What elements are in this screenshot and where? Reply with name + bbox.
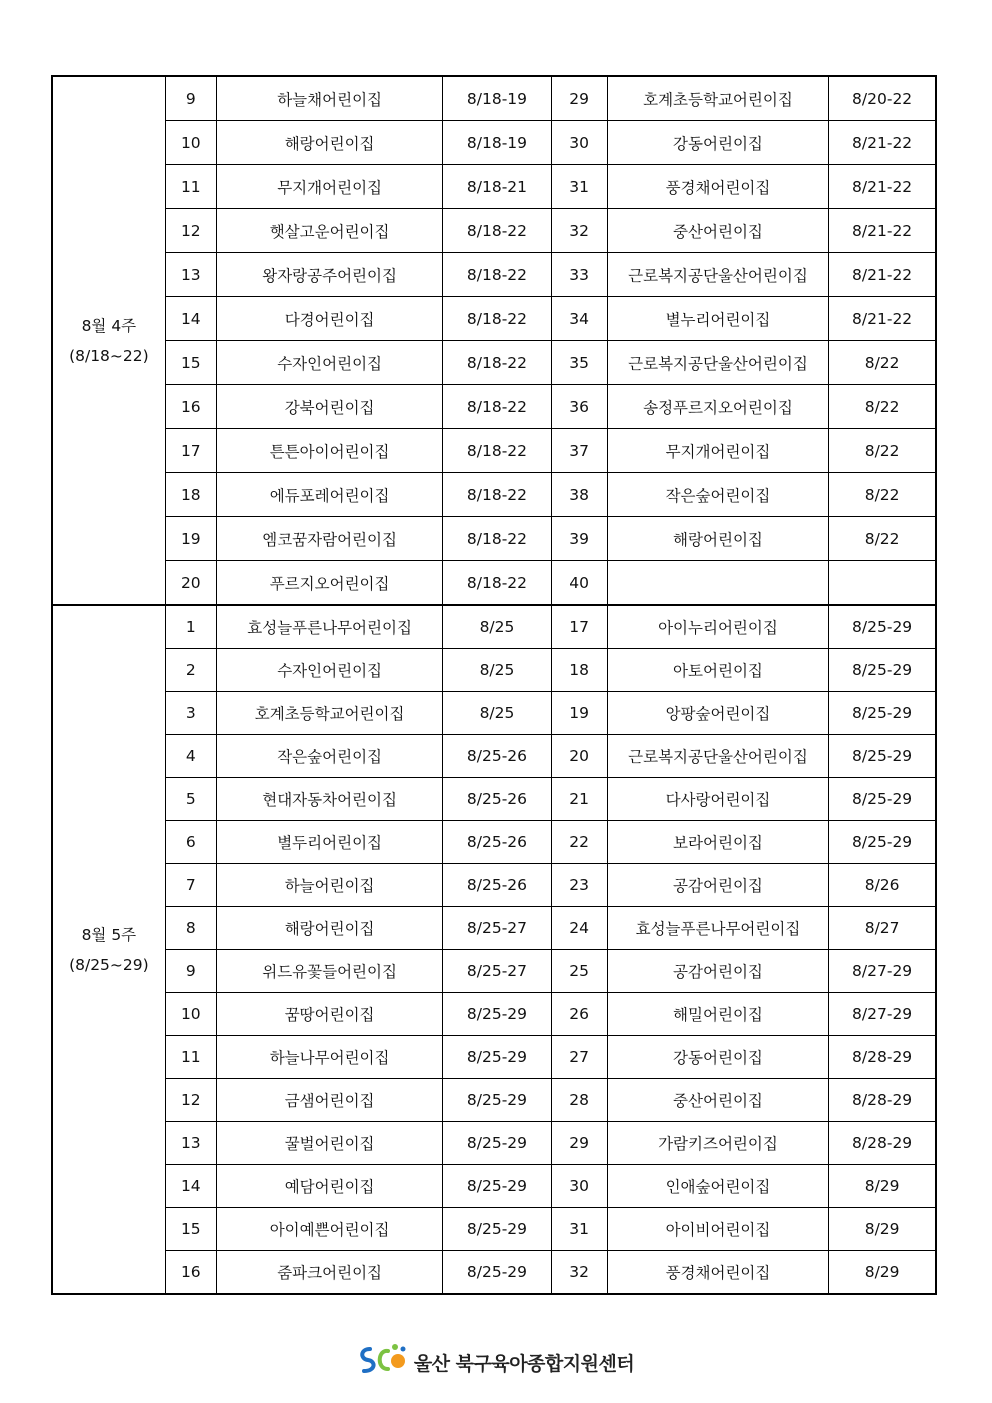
- right-number-cell: 36: [551, 385, 607, 429]
- week-label: 8월 5주: [81, 925, 137, 944]
- right-daycare-name-cell: 강동어린이집: [607, 1036, 829, 1079]
- left-daycare-name-cell: 해랑어린이집: [216, 907, 443, 950]
- right-number-cell: 20: [551, 735, 607, 778]
- right-number-cell: 39: [551, 517, 607, 561]
- right-date-cell: 8/25-29: [829, 649, 936, 692]
- right-number-cell: 40: [551, 561, 607, 606]
- week-label-cell: [52, 605, 165, 1294]
- left-number-cell: 20: [165, 561, 216, 606]
- table-row: [52, 1208, 936, 1251]
- right-daycare-name-cell: 앙팡숲어린이집: [607, 692, 829, 735]
- right-daycare-name-cell: 인애숲어린이집: [607, 1165, 829, 1208]
- left-daycare-name-cell: 작은숲어린이집: [216, 735, 443, 778]
- left-date-cell: 8/18-19: [443, 76, 551, 121]
- left-date-cell: 8/25-26: [443, 864, 551, 907]
- center-logo-icon: [358, 1343, 408, 1381]
- left-date-cell: 8/25-29: [443, 1036, 551, 1079]
- right-date-cell: 8/22: [829, 473, 936, 517]
- table-row: [52, 1122, 936, 1165]
- right-date-cell: 8/29: [829, 1165, 936, 1208]
- table-row: [52, 993, 936, 1036]
- right-daycare-name-cell: 중산어린이집: [607, 209, 829, 253]
- left-date-cell: 8/18-22: [443, 253, 551, 297]
- left-number-cell: 13: [165, 253, 216, 297]
- right-daycare-name-cell: 호계초등학교어린이집: [607, 76, 829, 121]
- right-daycare-name-cell: 효성늘푸른나무어린이집: [607, 907, 829, 950]
- right-number-cell: 24: [551, 907, 607, 950]
- left-daycare-name-cell: 햇살고운어린이집: [216, 209, 443, 253]
- left-number-cell: 16: [165, 1251, 216, 1295]
- left-daycare-name-cell: 아이예쁜어린이집: [216, 1208, 443, 1251]
- right-date-cell: 8/25-29: [829, 605, 936, 649]
- left-number-cell: 7: [165, 864, 216, 907]
- left-daycare-name-cell: 꿀벌어린이집: [216, 1122, 443, 1165]
- left-date-cell: 8/25-26: [443, 821, 551, 864]
- left-number-cell: 5: [165, 778, 216, 821]
- left-date-cell: 8/25-29: [443, 1079, 551, 1122]
- table-row: [52, 297, 936, 341]
- right-daycare-name-cell: 해밀어린이집: [607, 993, 829, 1036]
- right-date-cell: 8/21-22: [829, 121, 936, 165]
- left-number-cell: 15: [165, 341, 216, 385]
- left-date-cell: 8/25-29: [443, 1208, 551, 1251]
- right-number-cell: 30: [551, 121, 607, 165]
- table-row: [52, 209, 936, 253]
- right-date-cell: 8/21-22: [829, 253, 936, 297]
- left-number-cell: 14: [165, 297, 216, 341]
- schedule-table: [51, 75, 937, 1295]
- week-range: (8/18~22): [69, 346, 149, 365]
- right-date-cell: 8/21-22: [829, 297, 936, 341]
- right-number-cell: 21: [551, 778, 607, 821]
- table-row: [52, 385, 936, 429]
- left-number-cell: 16: [165, 385, 216, 429]
- table-row: [52, 253, 936, 297]
- table-body: [52, 76, 936, 1294]
- right-number-cell: 30: [551, 1165, 607, 1208]
- right-date-cell: 8/25-29: [829, 735, 936, 778]
- left-date-cell: 8/25: [443, 649, 551, 692]
- right-daycare-name-cell: 풍경채어린이집: [607, 165, 829, 209]
- footer: [0, 1342, 992, 1382]
- left-date-cell: 8/18-22: [443, 429, 551, 473]
- left-date-cell: 8/18-22: [443, 385, 551, 429]
- right-number-cell: 38: [551, 473, 607, 517]
- left-daycare-name-cell: 효성늘푸른나무어린이집: [216, 605, 443, 649]
- right-number-cell: 23: [551, 864, 607, 907]
- right-daycare-name-cell: 근로복지공단울산어린이집: [607, 735, 829, 778]
- right-daycare-name-cell: 작은숲어린이집: [607, 473, 829, 517]
- left-number-cell: 13: [165, 1122, 216, 1165]
- table-row: [52, 735, 936, 778]
- right-number-cell: 37: [551, 429, 607, 473]
- right-daycare-name-cell: 해랑어린이집: [607, 517, 829, 561]
- right-date-cell: 8/22: [829, 517, 936, 561]
- table-row: [52, 1251, 936, 1295]
- left-date-cell: 8/18-22: [443, 209, 551, 253]
- left-number-cell: 6: [165, 821, 216, 864]
- right-number-cell: 32: [551, 209, 607, 253]
- right-daycare-name-cell: 중산어린이집: [607, 1079, 829, 1122]
- left-daycare-name-cell: 수자인어린이집: [216, 341, 443, 385]
- left-daycare-name-cell: 해랑어린이집: [216, 121, 443, 165]
- right-date-cell: 8/26: [829, 864, 936, 907]
- left-date-cell: 8/25-26: [443, 735, 551, 778]
- table-row: [52, 517, 936, 561]
- left-date-cell: 8/18-22: [443, 517, 551, 561]
- left-date-cell: 8/25-27: [443, 950, 551, 993]
- right-number-cell: 17: [551, 605, 607, 649]
- left-date-cell: 8/18-22: [443, 473, 551, 517]
- right-daycare-name-cell: 풍경채어린이집: [607, 1251, 829, 1295]
- table-row: [52, 692, 936, 735]
- right-date-cell: 8/25-29: [829, 821, 936, 864]
- table-row: [52, 165, 936, 209]
- table-row: [52, 561, 936, 606]
- left-number-cell: 2: [165, 649, 216, 692]
- left-date-cell: 8/18-21: [443, 165, 551, 209]
- right-number-cell: 27: [551, 1036, 607, 1079]
- left-number-cell: 14: [165, 1165, 216, 1208]
- right-number-cell: 32: [551, 1251, 607, 1295]
- right-number-cell: 26: [551, 993, 607, 1036]
- left-number-cell: 12: [165, 1079, 216, 1122]
- left-daycare-name-cell: 하늘나무어린이집: [216, 1036, 443, 1079]
- left-number-cell: 11: [165, 165, 216, 209]
- right-daycare-name-cell: 보라어린이집: [607, 821, 829, 864]
- left-daycare-name-cell: 엠코꿈자람어린이집: [216, 517, 443, 561]
- left-number-cell: 8: [165, 907, 216, 950]
- table-row: [52, 778, 936, 821]
- table-row: [52, 649, 936, 692]
- right-daycare-name-cell: [607, 561, 829, 606]
- right-number-cell: 25: [551, 950, 607, 993]
- right-daycare-name-cell: 아토어린이집: [607, 649, 829, 692]
- right-date-cell: 8/29: [829, 1208, 936, 1251]
- right-daycare-name-cell: 가람키즈어린이집: [607, 1122, 829, 1165]
- table-row: [52, 121, 936, 165]
- left-daycare-name-cell: 무지개어린이집: [216, 165, 443, 209]
- left-daycare-name-cell: 줌파크어린이집: [216, 1251, 443, 1295]
- right-number-cell: 18: [551, 649, 607, 692]
- week-range: (8/25~29): [69, 955, 149, 974]
- right-date-cell: 8/20-22: [829, 76, 936, 121]
- left-date-cell: 8/25-29: [443, 1165, 551, 1208]
- right-date-cell: 8/25-29: [829, 778, 936, 821]
- left-number-cell: 3: [165, 692, 216, 735]
- right-date-cell: 8/28-29: [829, 1122, 936, 1165]
- right-date-cell: 8/22: [829, 341, 936, 385]
- left-daycare-name-cell: 튼튼아이어린이집: [216, 429, 443, 473]
- left-daycare-name-cell: 하늘채어린이집: [216, 76, 443, 121]
- left-date-cell: 8/25-27: [443, 907, 551, 950]
- right-daycare-name-cell: 아이비어린이집: [607, 1208, 829, 1251]
- table-row: [52, 429, 936, 473]
- left-number-cell: 10: [165, 993, 216, 1036]
- left-date-cell: 8/25-29: [443, 1251, 551, 1295]
- left-number-cell: 12: [165, 209, 216, 253]
- left-date-cell: 8/25-26: [443, 778, 551, 821]
- table-row: [52, 76, 936, 121]
- left-number-cell: 1: [165, 605, 216, 649]
- left-daycare-name-cell: 예담어린이집: [216, 1165, 443, 1208]
- left-daycare-name-cell: 강북어린이집: [216, 385, 443, 429]
- left-date-cell: 8/18-22: [443, 561, 551, 606]
- right-number-cell: 22: [551, 821, 607, 864]
- footer-org-name: 울산 북구육아종합지원센터: [413, 1352, 635, 1375]
- right-date-cell: 8/29: [829, 1251, 936, 1295]
- right-date-cell: 8/27: [829, 907, 936, 950]
- right-daycare-name-cell: 다사랑어린이집: [607, 778, 829, 821]
- left-date-cell: 8/18-22: [443, 341, 551, 385]
- left-daycare-name-cell: 다경어린이집: [216, 297, 443, 341]
- right-number-cell: 29: [551, 76, 607, 121]
- left-daycare-name-cell: 수자인어린이집: [216, 649, 443, 692]
- right-number-cell: 35: [551, 341, 607, 385]
- right-daycare-name-cell: 별누리어린이집: [607, 297, 829, 341]
- right-number-cell: 34: [551, 297, 607, 341]
- table-row: [52, 907, 936, 950]
- right-daycare-name-cell: 강동어린이집: [607, 121, 829, 165]
- left-daycare-name-cell: 호계초등학교어린이집: [216, 692, 443, 735]
- right-date-cell: 8/22: [829, 385, 936, 429]
- right-number-cell: 28: [551, 1079, 607, 1122]
- right-number-cell: 19: [551, 692, 607, 735]
- left-number-cell: 9: [165, 950, 216, 993]
- right-date-cell: 8/21-22: [829, 165, 936, 209]
- right-date-cell: 8/25-29: [829, 692, 936, 735]
- left-daycare-name-cell: 왕자랑공주어린이집: [216, 253, 443, 297]
- left-daycare-name-cell: 에듀포레어린이집: [216, 473, 443, 517]
- right-date-cell: 8/22: [829, 429, 936, 473]
- right-daycare-name-cell: 근로복지공단울산어린이집: [607, 341, 829, 385]
- left-date-cell: 8/25-29: [443, 1122, 551, 1165]
- right-date-cell: 8/27-29: [829, 950, 936, 993]
- left-number-cell: 10: [165, 121, 216, 165]
- left-daycare-name-cell: 현대자동차어린이집: [216, 778, 443, 821]
- right-number-cell: 33: [551, 253, 607, 297]
- week-label-cell: [52, 76, 165, 605]
- right-date-cell: 8/28-29: [829, 1079, 936, 1122]
- left-daycare-name-cell: 금샘어린이집: [216, 1079, 443, 1122]
- right-number-cell: 31: [551, 165, 607, 209]
- left-number-cell: 9: [165, 76, 216, 121]
- right-date-cell: [829, 561, 936, 606]
- table-row: [52, 1079, 936, 1122]
- table-row: [52, 864, 936, 907]
- left-date-cell: 8/25: [443, 692, 551, 735]
- left-number-cell: 18: [165, 473, 216, 517]
- left-number-cell: 4: [165, 735, 216, 778]
- left-daycare-name-cell: 하늘어린이집: [216, 864, 443, 907]
- left-date-cell: 8/18-22: [443, 297, 551, 341]
- left-date-cell: 8/18-19: [443, 121, 551, 165]
- left-number-cell: 11: [165, 1036, 216, 1079]
- table-row: [52, 821, 936, 864]
- table-row: [52, 1165, 936, 1208]
- right-daycare-name-cell: 무지개어린이집: [607, 429, 829, 473]
- table-row: [52, 341, 936, 385]
- left-daycare-name-cell: 별두리어린이집: [216, 821, 443, 864]
- right-number-cell: 31: [551, 1208, 607, 1251]
- right-daycare-name-cell: 근로복지공단울산어린이집: [607, 253, 829, 297]
- left-daycare-name-cell: 꿈땅어린이집: [216, 993, 443, 1036]
- left-number-cell: 19: [165, 517, 216, 561]
- right-date-cell: 8/21-22: [829, 209, 936, 253]
- right-daycare-name-cell: 공감어린이집: [607, 950, 829, 993]
- table-row: [52, 1036, 936, 1079]
- right-daycare-name-cell: 송정푸르지오어린이집: [607, 385, 829, 429]
- left-number-cell: 17: [165, 429, 216, 473]
- left-number-cell: 15: [165, 1208, 216, 1251]
- left-daycare-name-cell: 위드유꽃들어린이집: [216, 950, 443, 993]
- table-row: [52, 605, 936, 649]
- right-daycare-name-cell: 아이누리어린이집: [607, 605, 829, 649]
- left-date-cell: 8/25-29: [443, 993, 551, 1036]
- right-date-cell: 8/28-29: [829, 1036, 936, 1079]
- left-date-cell: 8/25: [443, 605, 551, 649]
- table-row: [52, 950, 936, 993]
- week-label: 8월 4주: [81, 316, 137, 335]
- table-row: [52, 473, 936, 517]
- right-number-cell: 29: [551, 1122, 607, 1165]
- right-daycare-name-cell: 공감어린이집: [607, 864, 829, 907]
- left-daycare-name-cell: 푸르지오어린이집: [216, 561, 443, 606]
- right-date-cell: 8/27-29: [829, 993, 936, 1036]
